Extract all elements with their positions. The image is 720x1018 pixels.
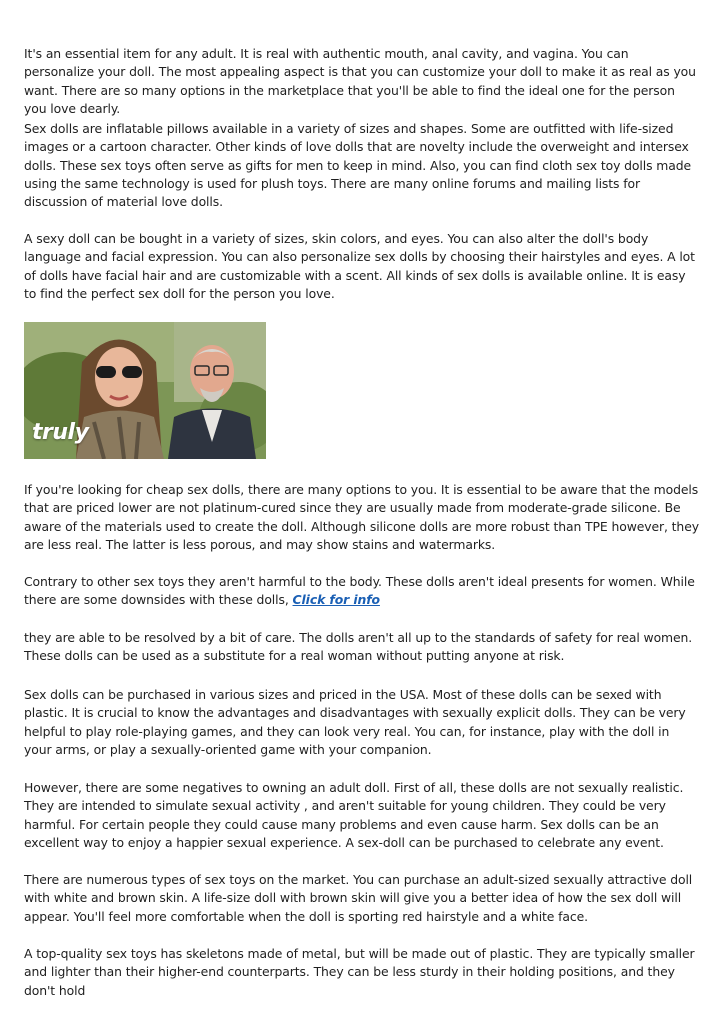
paragraph-5: [24, 573, 700, 610]
click-for-info-link[interactable]: Click for info: [292, 592, 380, 608]
paragraph-6: they are able to be resolved by a bit of care. The dolls aren't all up to the standards of safety for real women. These dolls can be used as a substitute for a real woman without putting anyone at risk.: [24, 630, 693, 664]
paragraph-3: A sexy doll can be bought in a variety of sizes, skin colors, and eyes. You can also alter the doll's body language and facial expression. You can also personalize sex dolls by choosing their hairstyles and eyes. A lot of dolls have facial hair and are customizable with a scent. All kinds of sex dolls is available online. It is easy to find the perfect sex doll for the person you love.: [24, 231, 695, 301]
paragraph-5-text: Contrary to other sex toys they aren't harmful to the body. These dolls aren't ideal presents for women. While there are some downsides with these dolls,: [24, 574, 695, 608]
paragraph-8: However, there are some negatives to owning an adult doll. First of all, these dolls are not sexually realistic. They are intended to simulate sexual activity , and aren't suitable for young children. They could be very harmful. For certain people they could cause many problems and even cause harm. Sex dolls can be an excellent way to enjoy a happier sexual experience. A sex-doll can be purchased to celebrate any event.: [24, 780, 684, 850]
paragraph-7: Sex dolls can be purchased in various sizes and priced in the USA. Most of these dolls can be sexed with plastic. It is crucial to know the advantages and disadvantages with sexually explicit dolls. They can be very helpful to play role-playing games, and they can look very real. You can, for instance, play with the doll in your arms, or play a sexually-oriented game with your companion.: [24, 687, 686, 757]
photo-watermark: truly: [32, 420, 89, 445]
paragraph-2: Sex dolls are inflatable pillows available in a variety of sizes and shapes. Some are outfitted with life-sized images or a cartoon character. Other kinds of love dolls that are novelty include the overweight and intersex dolls. These sex toys often serve as gifts for men to keep in mind. Also, you can find cloth sex toy dolls made using the same technology is used for plush toys. There are many online forums and mailing lists for discussion of material love dolls.: [24, 121, 692, 210]
article-photo: [24, 322, 266, 459]
paragraph-10: A top-quality sex toys has skeletons made of metal, but will be made out of plastic. They are typically smaller and lighter than their higher-end counterparts. They can be less sturdy in their holding positions, and they don't hold: [24, 946, 695, 998]
paragraph-9: There are numerous types of sex toys on the market. You can purchase an adult-sized sexually attractive doll with white and brown skin. A life-size doll with brown skin will give you a better idea of how the sex doll will appear. You'll feel more comfortable when the doll is sporting red hairstyle and a white face.: [24, 872, 693, 924]
paragraph-4: If you're looking for cheap sex dolls, there are many options to you. It is essential to be aware that the models that are priced lower are not platinum-cured since they are usually made from moderate-grade silicone. Be aware of the materials used to create the doll. Although silicone dolls are more robust than TPE however, they are less real. The latter is less porous, and may show stains and watermarks.: [24, 482, 699, 552]
paragraph-1: It's an essential item for any adult. It is real with authentic mouth, anal cavity, and vagina. You can personalize your doll. The most appealing aspect is that you can customize your doll to make it as real as you want. There are so many options in the marketplace that you'll be able to find the ideal one for the person you love dearly.: [24, 46, 696, 116]
